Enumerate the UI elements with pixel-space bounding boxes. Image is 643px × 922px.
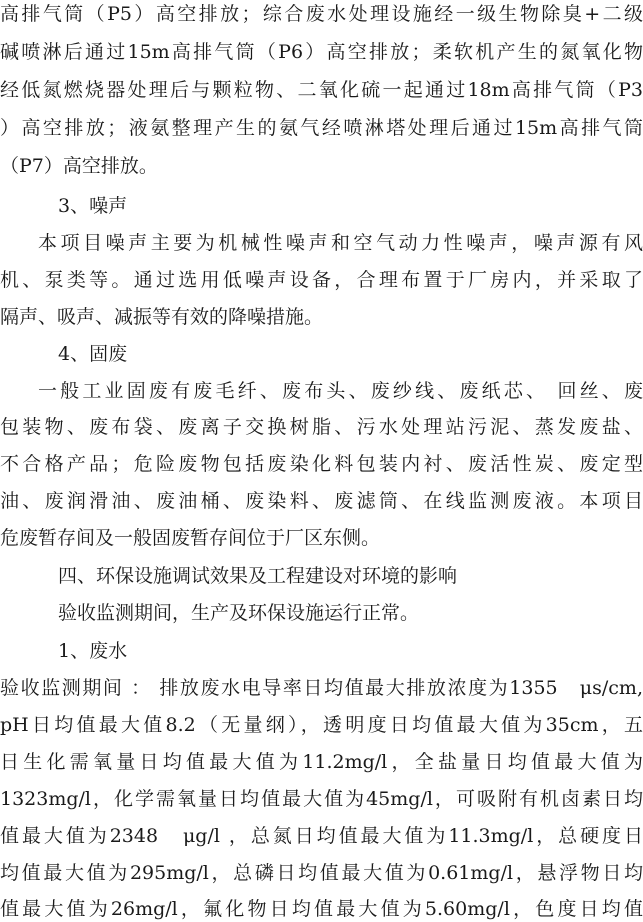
paragraph-line: 日生化需氧量日均值最大值为11.2mg/l，全盐量日均值最大值为 (0, 752, 643, 773)
paragraph-line: pH日均值最大值8.2（无量纲），透明度日均值最大值为35cm，五 (0, 715, 643, 736)
paragraph-line: 油、废润滑油、废油桶、废染料、废滤筒、在线监测废液。本项目 (0, 491, 643, 512)
paragraph-line: 验收监测期间，生产及环保设施运行正常。 (58, 603, 420, 624)
section-heading-solid-waste: 4、固废 (58, 344, 128, 365)
section-heading-wastewater: 1、废水 (58, 641, 128, 662)
paragraph-line: 危废暂存间及一般固废暂存间位于厂区东侧。 (0, 528, 381, 549)
paragraph-line: 隔声、吸声、减振等有效的降噪措施。 (0, 307, 324, 328)
paragraph-line: 均值最大值为295mg/l，总磷日均值最大值为0.61mg/l，悬浮物日均 (0, 863, 643, 884)
paragraph-line: （P7）高空排放。 (0, 156, 158, 177)
paragraph-line: 机、泵类等。通过选用低噪声设备，合理布置于厂房内，并采取了 (0, 270, 643, 291)
paragraph-line: 本项目噪声主要为机械性噪声和空气动力性噪声，噪声源有风 (38, 233, 643, 254)
paragraph-line: 包装物、废布袋、废离子交换树脂、污水处理站污泥、蒸发废盐、 (0, 417, 643, 438)
paragraph-line: 碱喷淋后通过15m高排气筒（P6）高空排放；柔软机产生的氮氧化物 (0, 42, 643, 63)
paragraph-line: 值最大值为2348 μg/l ，总氮日均值最大值为11.3mg/l，总硬度日 (0, 826, 643, 847)
paragraph-line: 高排气筒（P5）高空排放；综合废水处理设施经一级生物除臭+二级 (0, 4, 643, 25)
paragraph-line: 不合格产品；危险废物包括废染化料包装内衬、废活性炭、废定型 (0, 454, 643, 475)
paragraph-line: 验收监测期间 ： 排放废水电导率日均值最大排放浓度为1355 μs/cm, (0, 678, 643, 699)
paragraph-line: 值最大值为26mg/l，氟化物日均值最大值为5.60mg/l，色度日均值 (0, 899, 643, 920)
section-heading-environment: 四、环保设施调试效果及工程建设对环境的影响 (58, 566, 458, 587)
paragraph-line: 一般工业固废有废毛纤、废布头、废纱线、废纸芯、 回丝、废 (38, 381, 643, 402)
paragraph-line: 1323mg/l，化学需氧量日均值最大值为45mg/l，可吸附有机卤素日均 (0, 789, 643, 810)
section-heading-noise: 3、噪声 (58, 196, 128, 217)
paragraph-line: 经低氮燃烧器处理后与颗粒物、二氧化硫一起通过18m高排气筒（P3 (0, 80, 643, 101)
paragraph-line: ）高空排放；液氨整理产生的氨气经喷淋塔处理后通过15m高排气筒 (0, 118, 643, 139)
